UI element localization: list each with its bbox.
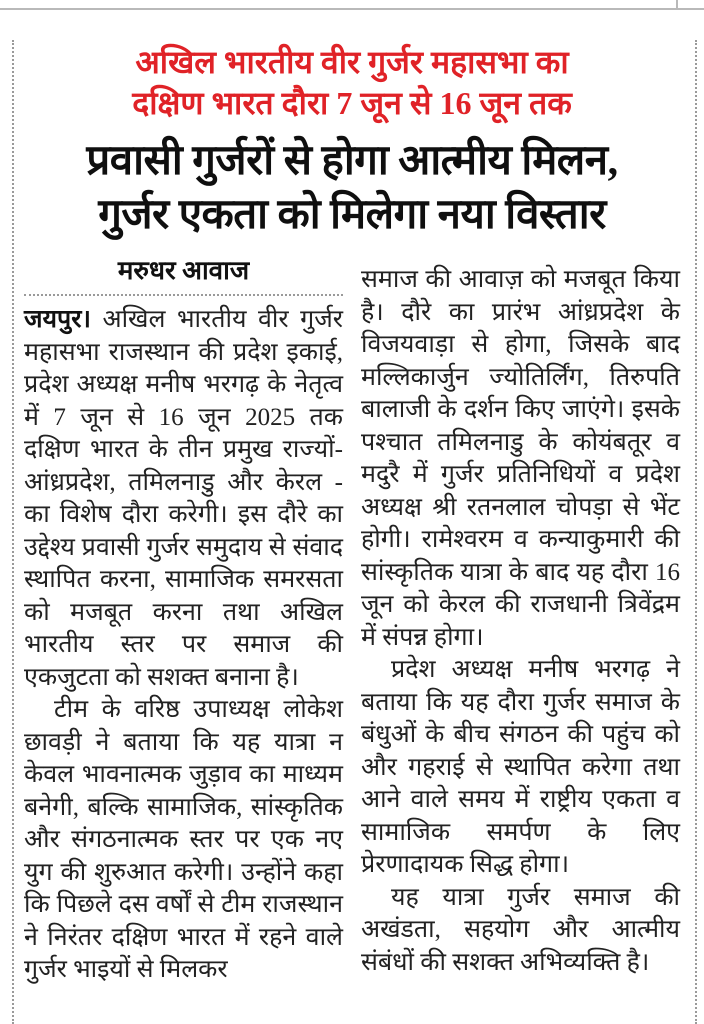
paragraph-3: समाज की आवाज़ को मजबूत किया है। दौरे का प्रारंभ आंध्रप्रदेश के विजयवाड़ा से होगा, जिसके बाद मल्लिकार्जुन ज्योतिर्लिंग, तिरुपति बालाजी के दर्शन किए जाएंगे। इसके पश्चात तमिलनाडु के कोयंबतूर व मदुरै में गुर्जर प्रतिनिधियों व प्रदेश अध्यक्ष श्री रतनलाल चोपड़ा से भेंट होगी। रामेश्वरम व कन्याकुमारी की सांस्कृतिक यात्रा के बाद यह दौरा 16 जून को केरल की राजधानी त्रिवेंद्रम में संपन्न होगा।	[361, 266, 680, 651]
left-dotted-border	[12, 40, 14, 1024]
byline-dotted-rule	[24, 294, 343, 296]
dateline: जयपुर।	[24, 306, 91, 333]
paragraph-4: प्रदेश अध्यक्ष मनीष भरगढ़ ने बताया कि यह दौरा गुर्जर समाज के बंधुओं के बीच संगठन की पहुंच को और गहराई से स्थापित करेगा तथा आने वाले समय में राष्ट्रीय एकता व सामाजिक समर्पण के लिए प्रेरणादायक सिद्ध होगा।	[361, 656, 680, 878]
paragraph-1-text: अखिल भारतीय वीर गुर्जर महासभा राजस्थान की प्रदेश इकाई, प्रदेश अध्यक्ष मनीष भरगढ़ के नेतृत्व में 7 जून से 16 जून 2025 तक दक्षिण भारत के तीन प्रमुख राज्यों- आंध्रप्रदेश, तमिलनाडु और केरल - का विशेष दौरा करेगी। इस दौरे का उद्देश्य प्रवासी गुर्जर समुदाय से संवाद स्थापित करना, सामाजिक समरसता को मजबूत करना तथा अखिल भारतीय स्तर पर समाज की एकजुटता को सशक्त बनाना है।	[24, 306, 343, 691]
main-headline	[24, 134, 680, 242]
paragraph-5: यह यात्रा गुर्जर समाज की अखंडता, सहयोग और आत्मीय संबंधों की सशक्त अभिव्यक्ति है।	[361, 883, 680, 976]
byline: मरुधर आवाज	[117, 256, 250, 285]
headline-line-2: गुर्जर एकता को मिलेगा नया विस्तार	[98, 192, 606, 238]
kicker-headline	[24, 42, 680, 124]
paragraph-2: टीम के वरिष्ठ उपाध्यक्ष लोकेश छावड़ी ने बताया कि यह यात्रा न केवल भावनात्मक जुड़ाव का माध्यम बनेगी, बल्कि सामाजिक, सांस्कृतिक और संगठनात्मक स्तर पर एक नए युग की शुरुआत करेगी। उन्होंने कहा कि पिछले दस वर्षों से टीम राजस्थान ने निरंतर दक्षिण भारत में रहने वाले गुर्जर भाइयों से मिलकर	[24, 696, 343, 983]
top-rule-tick	[676, 0, 678, 9]
paragraph-1	[24, 304, 343, 694]
left-column	[24, 254, 343, 987]
right-column	[361, 254, 680, 987]
kicker-line-2: दक्षिण भारत दौरा 7 जून से 16 जून तक	[132, 85, 572, 121]
headline-line-1: प्रवासी गुर्जरों से होगा आत्मीय मिलन,	[86, 138, 618, 184]
newspaper-clipping	[24, 42, 680, 987]
top-horizontal-rule	[0, 8, 704, 10]
article-body	[24, 254, 680, 987]
kicker-line-1: अखिल भारतीय वीर गुर्जर महासभा का	[135, 44, 569, 80]
right-dotted-border	[695, 40, 697, 1024]
